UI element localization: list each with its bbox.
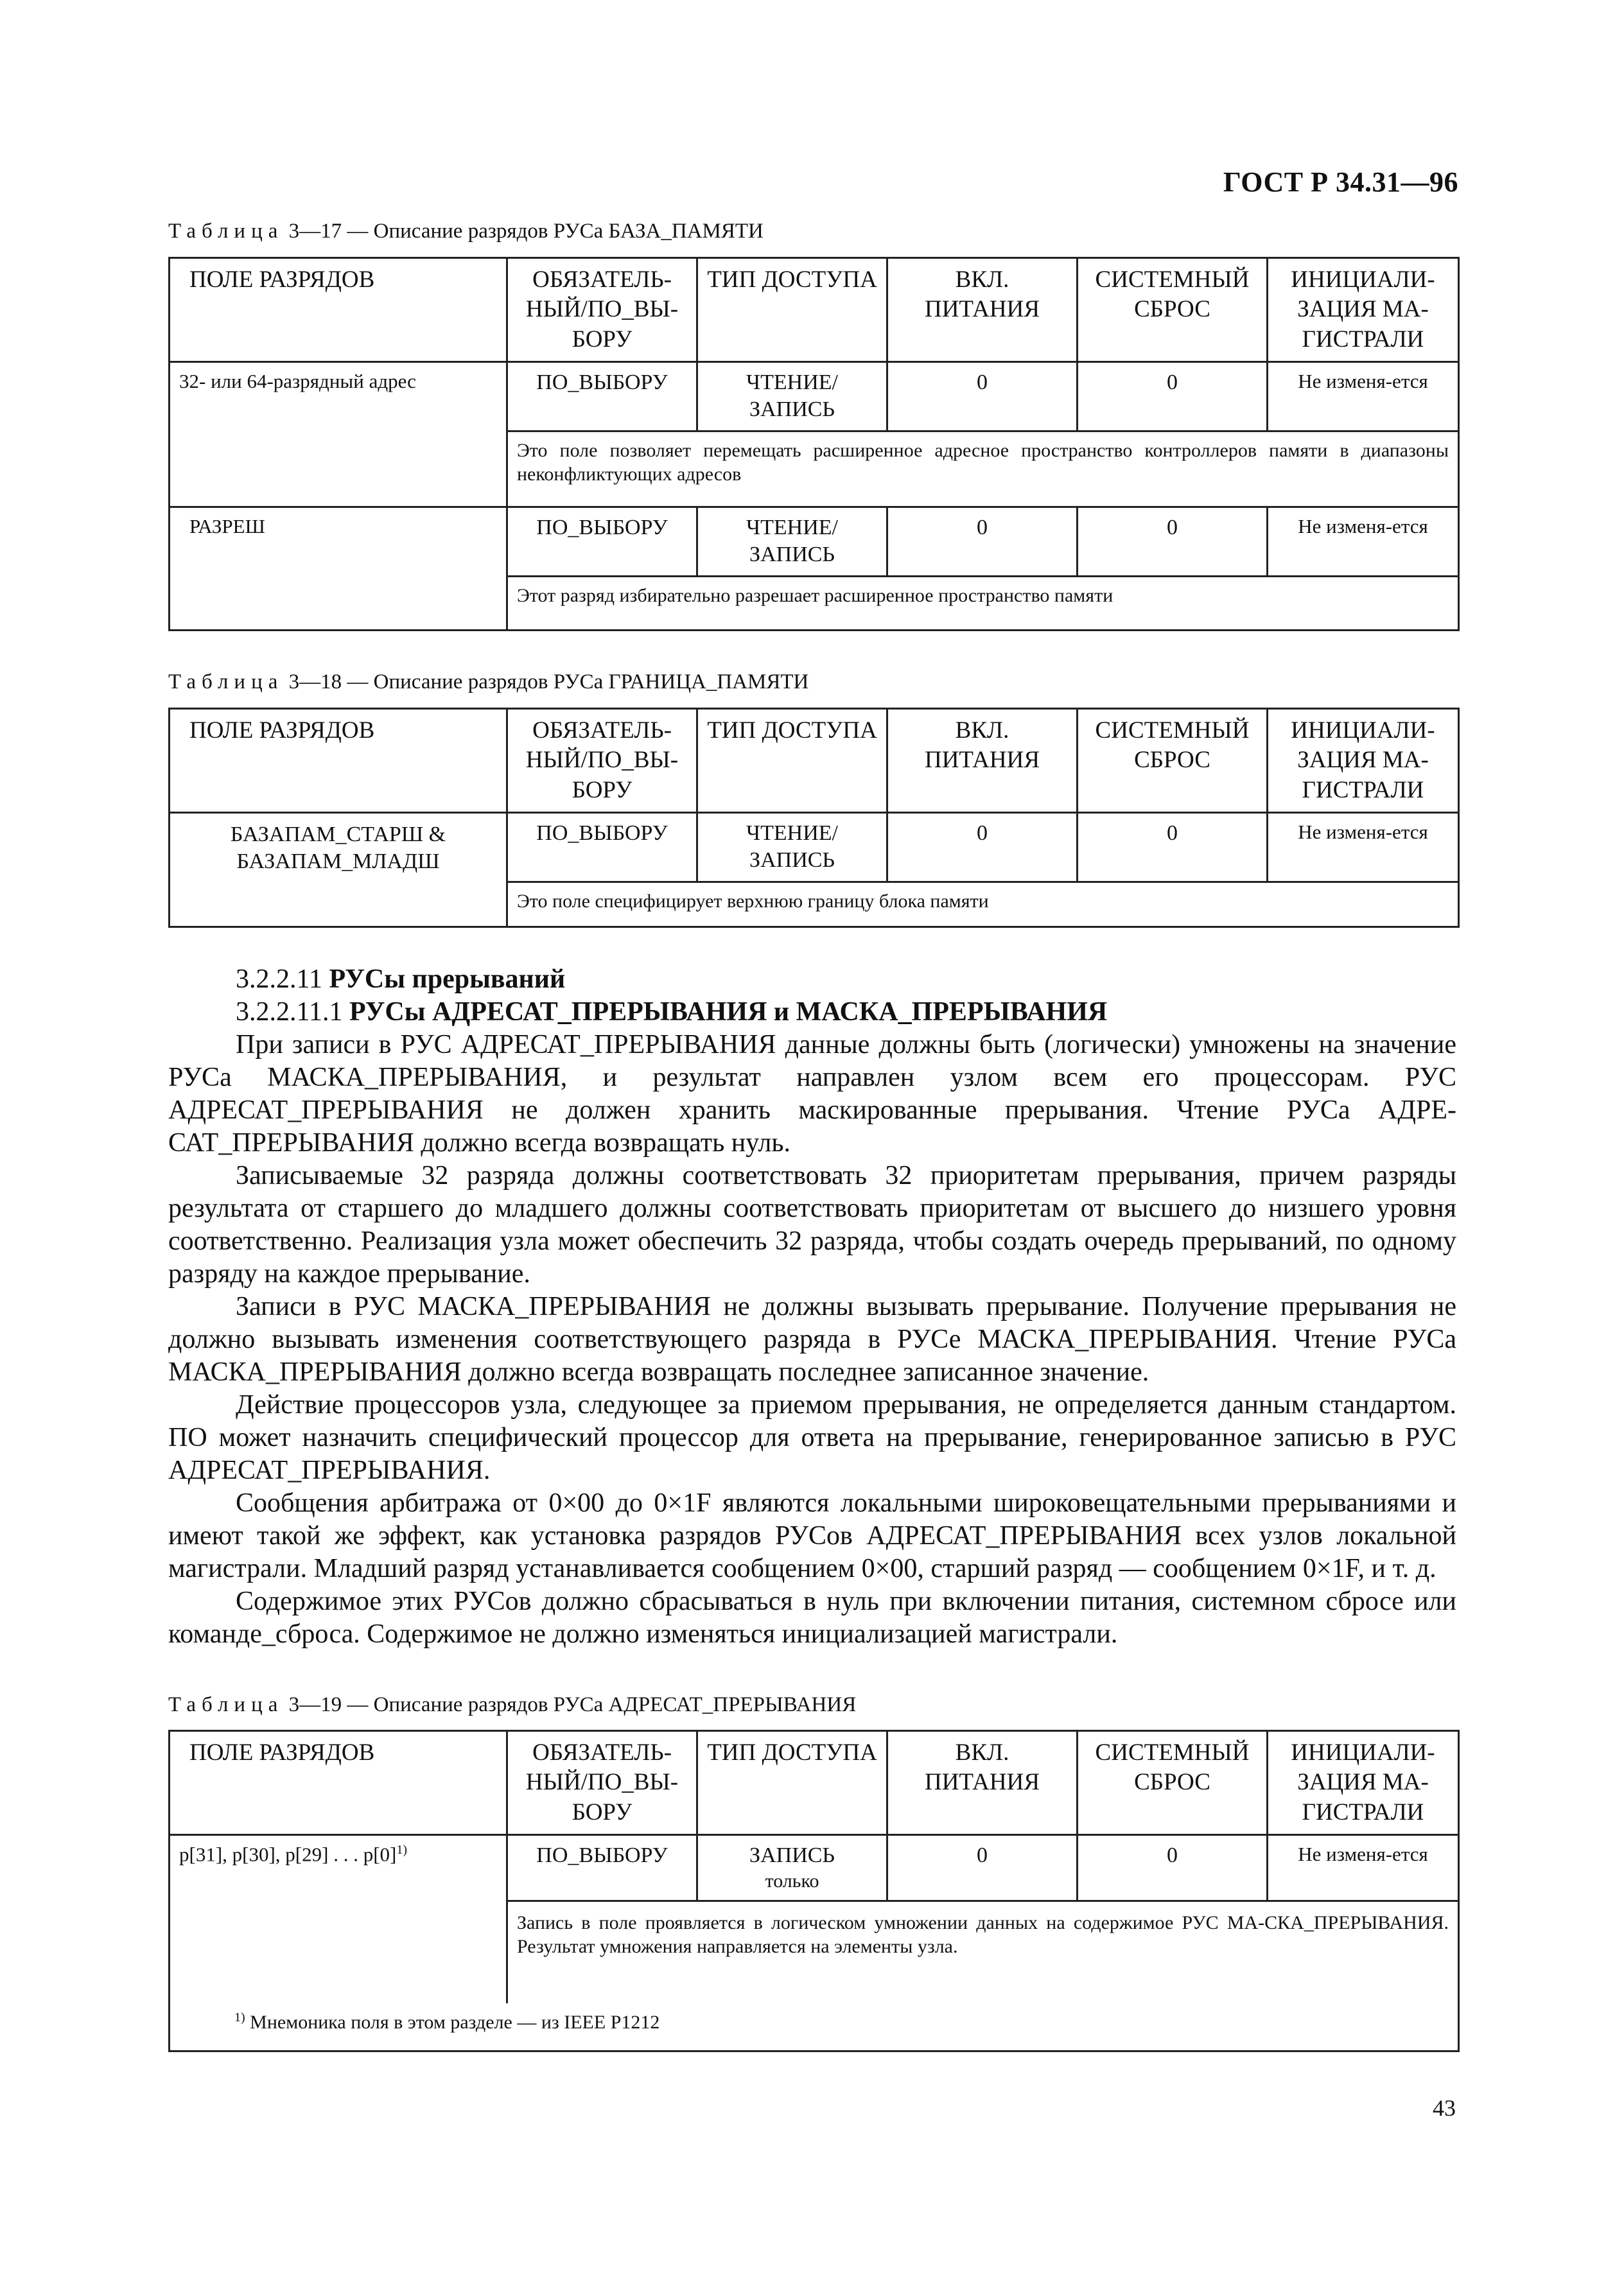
field-name: БАЗАПАМ_СТАРШ & БАЗАПАМ_МЛАДШ [170,812,507,927]
table-caption-19: Таблица 3—19 — Описание разрядов РУСа АДРЕСАТ_ПРЕРЫВАНИЯ [168,1693,857,1716]
col-header-access: ТИП ДОСТУПА [697,258,887,362]
table-header-row [170,1731,1459,1835]
field-name: РАЗРЕШ [170,507,507,630]
section-heading-2: 3.2.2.11.1 РУСы АДРЕСАТ_ПРЕРЫВАНИЯ и МАСКА_ПРЕРЫВАНИЯ [236,997,1108,1027]
col-header-init: ИНИЦИАЛИ-ЗАЦИЯ МА-ГИСТРАЛИ [1268,1731,1459,1835]
access-value: ЧТЕНИЕ/ ЗАПИСЬ [697,812,887,882]
col-header-field: ПОЛЕ РАЗРЯДОВ [170,1731,507,1835]
paragraph: Действие процессоров узла, следующее за приемом прерывания, не определяется данным стандартом. ПО может назначить специфический процессор для ответа на прерывание, генерированное записью в РУС АДРЕСАТ_ПРЕРЫВАНИЯ. [168,1390,1456,1485]
col-header-reset: СИСТЕМНЫЙ СБРОС [1078,1731,1268,1835]
mandatory-value: ПО_ВЫБОРУ [507,1834,697,1901]
access-value-cell [697,1834,887,1901]
reset-value: 0 [1078,507,1268,576]
init-value: Не изменя-ется [1268,361,1459,431]
table-caption-18: Таблица 3—18 — Описание разрядов РУСа ГРАНИЦА_ПАМЯТИ [168,670,809,693]
table-row [170,361,1459,431]
table-header-row [170,709,1459,813]
col-header-reset: СИСТЕМНЫЙ СБРОС [1078,709,1268,813]
field-name-cell [170,1834,507,2003]
table-caption-17: Таблица 3—17 — Описание разрядов РУСа БАЗА_ПАМЯТИ [168,220,764,243]
mandatory-value: ПО_ВЫБОРУ [507,812,697,882]
table-3-19 [168,1730,1460,2052]
col-header-init: ИНИЦИАЛИ-ЗАЦИЯ МА-ГИСТРАЛИ [1268,258,1459,362]
access-value: ЧТЕНИЕ/ ЗАПИСЬ [697,507,887,576]
field-description: Это поле позволяет перемещать расширенное адресное пространство контроллеров памяти в диапазоны неконфликтующих адресов [507,431,1459,507]
section-heading-1: 3.2.2.11 РУСы прерываний [236,964,566,994]
table-row [170,812,1459,882]
paragraph: Записи в РУС МАСКА_ПРЕРЫВАНИЯ не должны вызывать прерывание. Получение прерывания не должно вызывать изменения соответствующего разряда в РУСе МАСКА_ПРЕРЫВАНИЯ. Чтение РУСа МАСКА_ПРЕРЫВАНИЯ должно всегда возвращать последнее записанное значение. [168,1292,1456,1387]
table-header-row [170,258,1459,362]
standard-number: ГОСТ Р 34.31—96 [1223,166,1458,198]
init-value: Не изменя-ется [1268,1834,1459,1901]
mandatory-value: ПО_ВЫБОРУ [507,361,697,431]
paragraph: Сообщения арбитража от 0×00 до 0×1F являются локальными широковещательными прерываниями и имеют такой же эффект, как установка разрядов РУСов АДРЕСАТ_ПРЕРЫВАНИЯ всех узлов локальной магистрали. Младший разряд устанавливается сообщением 0×00, старший разряд — сообщением 0×1F, и т. д. [168,1488,1456,1583]
col-header-power: ВКЛ. ПИТАНИЯ [887,258,1078,362]
section-body [168,963,1456,1651]
mandatory-value: ПО_ВЫБОРУ [507,507,697,576]
paragraph: При записи в РУС АДРЕСАТ_ПРЕРЫВАНИЯ данные должны быть (логически) умножены на значение РУСа МАСКА_ПРЕРЫВАНИЯ, и результат направлен узлом всем его процессорам. РУС АДРЕСАТ_ПРЕРЫВАНИЯ не должен хранить маскированные прерывания. Чтение РУСа АДРЕ-САТ_ПРЕРЫВАНИЯ должно всегда возвращать нуль. [168,1030,1456,1158]
col-header-access: ТИП ДОСТУПА [697,709,887,813]
reset-value: 0 [1078,1834,1268,1901]
access-qualifier: только [765,1870,819,1892]
field-name: p[31], p[30], p[29] . . . p[0] [179,1843,397,1866]
field-description: Запись в поле проявляется в логическом умножении данных на содержимое РУС МА-СКА_ПРЕРЫВАНИЯ. Результат умножения направляется на элементы узла. [507,1901,1459,2003]
paragraph: Записываемые 32 разряда должны соответствовать 32 приоритетам прерывания, причем разряды результата от старшего до младшего должны соответствовать приоритетам от высшего до низшего уровня соответственно. Реализация узла может обеспечить 32 разряда, чтобы создать очередь прерываний, по одному разряду на каждое прерывание. [168,1161,1456,1289]
table-row [170,507,1459,576]
col-header-mandatory: ОБЯЗАТЕЛЬ-НЫЙ/ПО_ВЫ-БОРУ [507,1731,697,1835]
col-header-reset: СИСТЕМНЫЙ СБРОС [1078,258,1268,362]
table-footnote-row [170,2003,1459,2051]
field-description: Этот разряд избирательно разрешает расширенное пространство памяти [507,576,1459,630]
col-header-init: ИНИЦИАЛИ-ЗАЦИЯ МА-ГИСТРАЛИ [1268,709,1459,813]
power-value: 0 [887,507,1078,576]
col-header-power: ВКЛ. ПИТАНИЯ [887,709,1078,813]
init-value: Не изменя-ется [1268,812,1459,882]
table-3-18 [168,708,1460,928]
power-value: 0 [887,1834,1078,1901]
col-header-mandatory: ОБЯЗАТЕЛЬ-НЫЙ/ПО_ВЫ-БОРУ [507,709,697,813]
access-value: ЗАПИСЬ [749,1843,835,1867]
access-value: ЧТЕНИЕ/ ЗАПИСЬ [697,361,887,431]
col-header-field: ПОЛЕ РАЗРЯДОВ [170,709,507,813]
field-description: Это поле специфицирует верхнюю границу блока памяти [507,882,1459,927]
col-header-access: ТИП ДОСТУПА [697,1731,887,1835]
col-header-power: ВКЛ. ПИТАНИЯ [887,1731,1078,1835]
footnote-mark: 1) [396,1842,408,1857]
reset-value: 0 [1078,812,1268,882]
col-header-mandatory: ОБЯЗАТЕЛЬ-НЫЙ/ПО_ВЫ-БОРУ [507,258,697,362]
table-footnote: $^{1)}$ Мнемоника поля в этом разделе — из IEEE P1212 [170,2003,1459,2051]
table-3-17 [168,257,1460,631]
table-row [170,1834,1459,1901]
col-header-field: ПОЛЕ РАЗРЯДОВ [170,258,507,362]
power-value: 0 [887,361,1078,431]
field-name: 32- или 64-разрядный адрес [170,361,507,507]
init-value: Не изменя-ется [1268,507,1459,576]
reset-value: 0 [1078,361,1268,431]
page-number: 43 [1433,2095,1456,2121]
paragraph: Содержимое этих РУСов должно сбрасываться в нуль при включении питания, системном сбросе или команде_сброса. Содержимое не должно изменяться инициализацией магистрали. [168,1587,1456,1649]
power-value: 0 [887,812,1078,882]
